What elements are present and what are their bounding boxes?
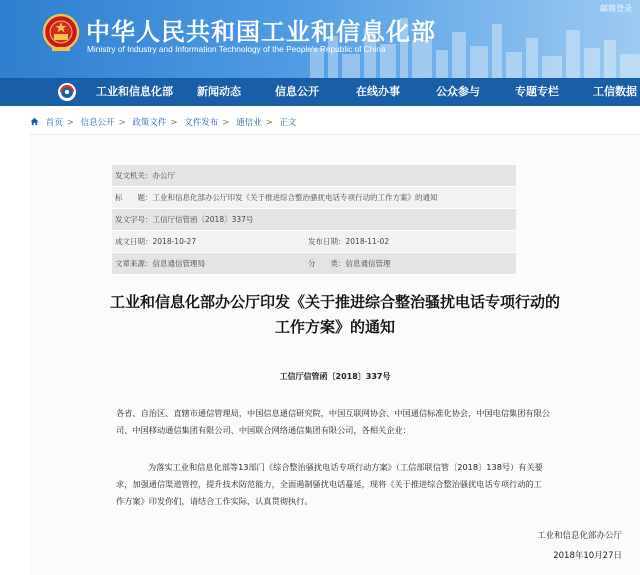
home-icon bbox=[30, 117, 39, 126]
document-title-line-1: 工业和信息化部办公厅印发《关于推进综合整治骚扰电话专项行动的 bbox=[109, 293, 560, 311]
site-title: 中华人民共和国工业和信息化部 bbox=[86, 18, 436, 46]
nav-item-ministry[interactable]: 工业和信息化部 bbox=[96, 85, 173, 98]
document-body: 为落实工业和信息化部等13部门《综合整治骚扰电话专项行动方案》（工信部联信管〔2018〕138号）有关要求，加强通信渠道管控，提升技术防范能力，全面遏制骚扰电话蔓延，现将《关于推进综合整治骚扰电话专项行动的工作方案》印发你们，请结合工作实际，认真贯彻执行。 bbox=[116, 462, 543, 506]
meta-published-date: 发布日期：2018-11-02 bbox=[308, 237, 390, 246]
nav-item-news[interactable]: 新闻动态 bbox=[197, 85, 241, 98]
breadcrumb-telecom[interactable]: 通信业 bbox=[236, 118, 262, 128]
breadcrumb-separator: > bbox=[170, 118, 178, 128]
article-panel bbox=[30, 134, 640, 575]
meta-source: 文章来源：信息通信管理局 bbox=[115, 259, 205, 268]
nav-item-info-disclosure[interactable]: 信息公开 bbox=[275, 85, 319, 98]
meta-category: 分 类：信息通信管理 bbox=[308, 259, 391, 268]
breadcrumb-policy-documents[interactable]: 政策文件 bbox=[132, 118, 167, 128]
site-subtitle: Ministry of Industry and Information Technology of the People's Republic of China bbox=[87, 44, 386, 54]
site-header bbox=[0, 0, 640, 78]
document-meta-table bbox=[112, 165, 516, 275]
breadcrumb-separator: > bbox=[118, 118, 126, 128]
mail-login-link[interactable]: 邮箱登录 bbox=[600, 4, 632, 13]
meta-title: 标 题：工业和信息化部办公厅印发《关于推进综合整治骚扰电话专项行动的工作方案》的通知 bbox=[115, 193, 438, 202]
meta-created-date: 成文日期：2018-10-27 bbox=[115, 237, 197, 246]
document-title bbox=[30, 290, 640, 340]
breadcrumb-separator: > bbox=[66, 118, 74, 128]
document-signer: 工业和信息化部办公厅 bbox=[536, 531, 622, 541]
document-addressee: 各省、自治区、直辖市通信管理局，中国信息通信研究院，中国互联网协会、中国通信标准化协会，中国电信集团有限公司、中国移动通信集团有限公司、中国联合网络通信集团有限公司，各相关企业： bbox=[116, 408, 550, 435]
nav-item-data[interactable]: 工信数据 bbox=[593, 85, 637, 98]
nav-item-online-services[interactable]: 在线办事 bbox=[356, 85, 400, 98]
meta-row-doc-number bbox=[112, 209, 516, 231]
national-emblem-icon bbox=[42, 13, 80, 53]
breadcrumb-info-disclosure[interactable]: 信息公开 bbox=[80, 118, 115, 128]
document-sign-date: 2018年10月27日 bbox=[553, 551, 622, 561]
breadcrumb bbox=[30, 116, 296, 128]
breadcrumb-document-release[interactable]: 文件发布 bbox=[184, 118, 219, 128]
nav-item-special-topics[interactable]: 专题专栏 bbox=[515, 85, 559, 98]
breadcrumb-separator: > bbox=[265, 118, 273, 128]
main-nav bbox=[0, 78, 640, 106]
meta-row-dates bbox=[112, 231, 516, 253]
nav-item-public-participation[interactable]: 公众参与 bbox=[436, 85, 480, 98]
breadcrumb-separator: > bbox=[222, 118, 230, 128]
breadcrumb-home[interactable]: 首页 bbox=[45, 118, 63, 128]
breadcrumb-current: 正文 bbox=[279, 118, 297, 128]
meta-row-title bbox=[112, 187, 516, 209]
meta-row-issuer bbox=[112, 165, 516, 187]
meta-issuer: 发文机关：办公厅 bbox=[115, 171, 175, 180]
miit-logo-icon[interactable] bbox=[57, 82, 77, 102]
meta-doc-number: 发文字号：工信厅信管函〔2018〕337号 bbox=[115, 215, 254, 224]
document-number: 工信厅信管函〔2018〕337号 bbox=[279, 372, 391, 381]
meta-row-source bbox=[112, 253, 516, 275]
document-title-line-2: 工作方案》的通知 bbox=[274, 318, 395, 336]
